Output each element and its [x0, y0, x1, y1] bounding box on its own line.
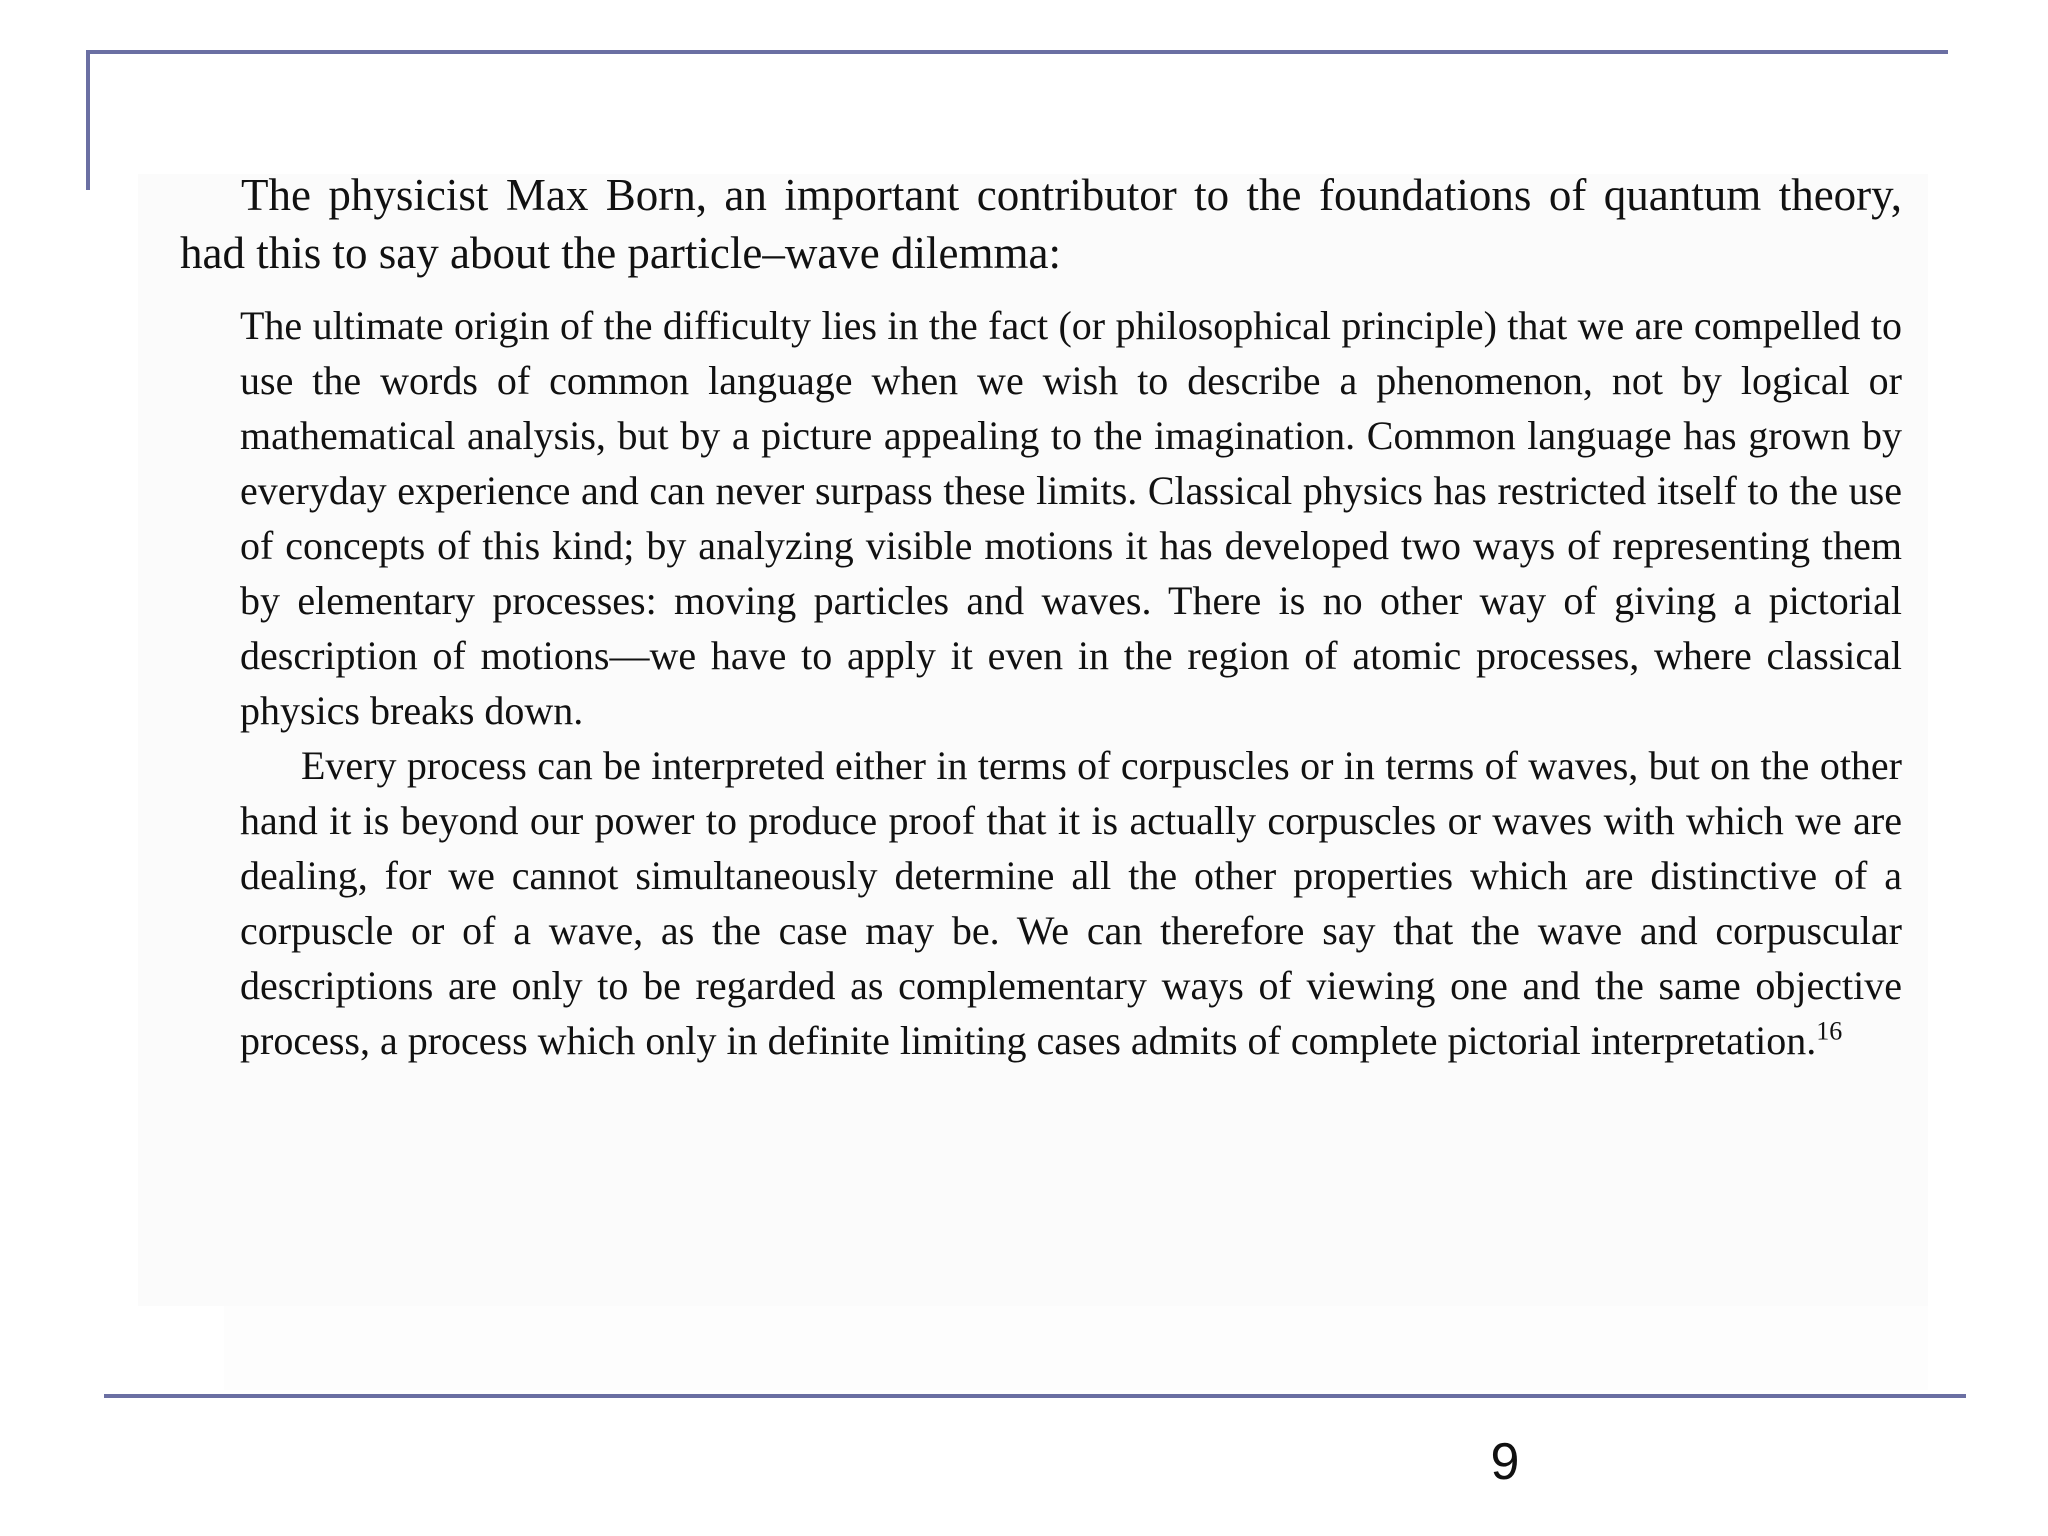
scanned-excerpt-margin	[224, 1306, 1928, 1390]
left-rule	[86, 50, 90, 190]
top-rule	[86, 50, 1948, 54]
quote-paragraph-text: Every process can be interpreted either in terms of corpuscles or in terms of waves, but on the other hand it is beyond our power to produce proof that it is actually corpuscles or waves with which we are dealing, for we cannot simultaneously determine all the other properties which are distinctive of a corpuscle or of a wave, as the case may be. We can therefore say that the wave and corpuscular descriptions are only to be regarded as complementary ways of viewing one and the same objective process, a process which only in definite limiting cases admits of complete pictorial interpretation.	[240, 743, 1902, 1063]
excerpt	[180, 166, 1902, 1068]
quote-paragraph	[240, 738, 1902, 1068]
page-number: 9	[1490, 1433, 1520, 1491]
bottom-rule	[104, 1394, 1966, 1398]
footnote-marker: 16	[1816, 1016, 1843, 1046]
quote-paragraph: The ultimate origin of the difficulty lies in the fact (or philosophical principle) that we are compelled to use the words of common language when we wish to describe a phenomenon, not by logical or mathematical analysis, but by a picture appealing to the imagination. Common language has grown by everyday experience and can never surpass these limits. Classical physics has restricted itself to the use of concepts of this kind; by analyzing visible motions it has developed two ways of representing them by elementary processes: moving particles and waves. There is no other way of giving a pictorial description of motions—we have to apply it even in the region of atomic processes, where classical physics breaks down.	[240, 303, 1902, 733]
block-quote	[240, 298, 1902, 1068]
intro-paragraph: The physicist Max Born, an important contributor to the foundations of quantum theory, had this to say about the particle–wave dilemma:	[180, 170, 1902, 278]
